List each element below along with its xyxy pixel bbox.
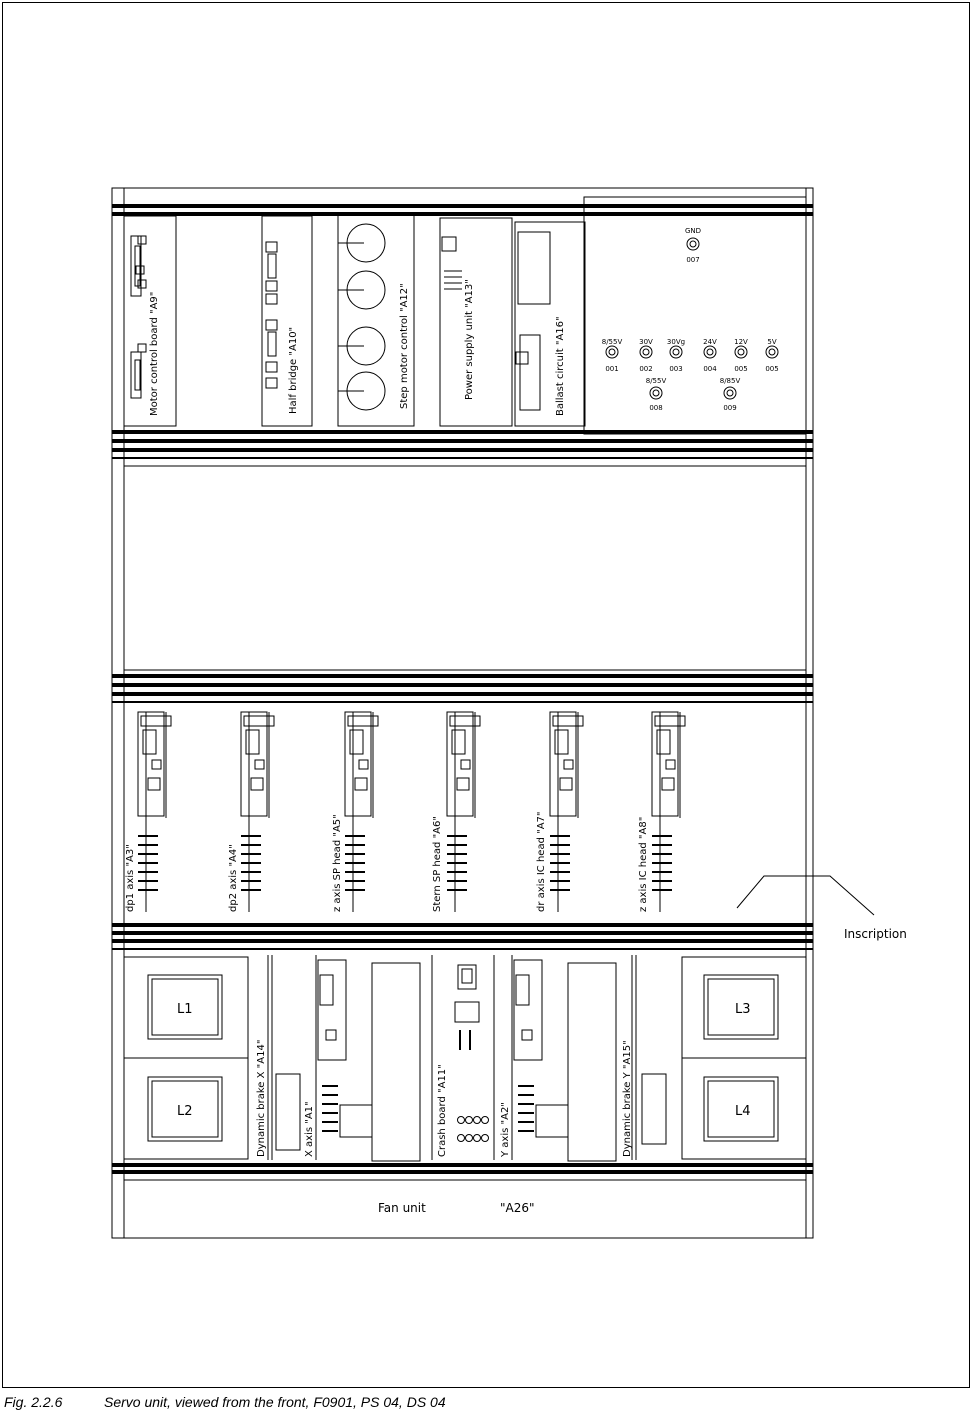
a4-label: dp2 axis "A4" — [228, 844, 239, 912]
a6-label: Stern SP head "A6" — [432, 816, 443, 912]
tp-005-name: 12V — [734, 338, 748, 346]
tp-008-code: 008 — [649, 404, 663, 412]
tp-009-code: 009 — [723, 404, 737, 412]
a12-step-motor-discs — [338, 224, 385, 410]
a5-label: z axis SP head "A5" — [332, 814, 343, 912]
tp-001-name: 8/55V — [601, 338, 623, 346]
tp-5v-code: 005 — [765, 365, 779, 373]
card-4-drawing — [447, 712, 480, 912]
middle-bottom-rail — [112, 925, 813, 941]
tp-005-code: 005 — [734, 365, 748, 373]
tp-003-name: 30Vg — [666, 338, 686, 346]
card-2-drawing — [241, 712, 274, 912]
tp-gnd-code: 007 — [686, 256, 700, 264]
a10-label: Half bridge "A10" — [288, 326, 299, 414]
fan-unit-code: "A26" — [500, 1201, 535, 1215]
a13-connectors — [442, 237, 462, 289]
a13-label: Power supply unit "A13" — [464, 279, 475, 400]
card-1-drawing — [138, 712, 171, 912]
coil-l1: L1 — [177, 1002, 193, 1017]
a15-label: Dynamic brake Y "A15" — [622, 1040, 633, 1157]
a14-label: Dynamic brake X "A14" — [256, 1039, 267, 1157]
a8-label: z axis IC head "A8" — [638, 816, 649, 912]
tp-002-name: 30V — [639, 338, 653, 346]
card-3-drawing — [345, 712, 378, 912]
a1-label: X axis "A1" — [304, 1101, 315, 1157]
upper-top-rail — [112, 206, 813, 214]
tp-gnd-name: GND — [684, 227, 702, 235]
lower-bottom-rail — [112, 1165, 813, 1172]
tp-004-name: 24V — [703, 338, 717, 346]
a9-label: Motor control board "A9" — [149, 291, 160, 416]
tp-001-code: 001 — [605, 365, 619, 373]
coil-l2: L2 — [177, 1104, 193, 1119]
crash-board-drawing — [458, 1030, 489, 1142]
figure-number: Fig. 2.2.6 — [4, 1394, 63, 1410]
fan-unit-label: Fan unit — [378, 1201, 426, 1215]
inscription-label: Inscription — [844, 927, 907, 941]
tp-002-code: 002 — [639, 365, 653, 373]
tp-5v-name: 5V — [767, 338, 777, 346]
upper-bottom-rail — [112, 432, 813, 450]
a16-label: Ballast circuit "A16" — [555, 316, 566, 416]
middle-top-rail — [112, 676, 813, 694]
a2-label: Y axis "A2" — [500, 1102, 511, 1157]
card-5-drawing — [550, 712, 583, 912]
coil-l4: L4 — [735, 1104, 751, 1119]
figure-caption — [4, 1394, 446, 1410]
a7-label: dr axis IC head "A7" — [536, 811, 547, 912]
a10-connectors — [266, 242, 277, 388]
tp-008-name: 8/55V — [645, 377, 667, 385]
figure-title: Servo unit, viewed from the front, F0901, PS 04, DS 04 — [104, 1394, 446, 1410]
coil-l3: L3 — [735, 1002, 751, 1017]
a11-label: Crash board "A11" — [437, 1064, 448, 1157]
a12-label: Step motor control "A12" — [399, 283, 410, 409]
tp-004-code: 004 — [703, 365, 717, 373]
tp-003-code: 003 — [669, 365, 683, 373]
a16-components — [516, 232, 550, 410]
a3-label: dp1 axis "A3" — [125, 844, 136, 912]
card-6-drawing — [652, 712, 685, 912]
a9-connectors — [131, 236, 146, 398]
tp-009-name: 8/85V — [719, 377, 741, 385]
